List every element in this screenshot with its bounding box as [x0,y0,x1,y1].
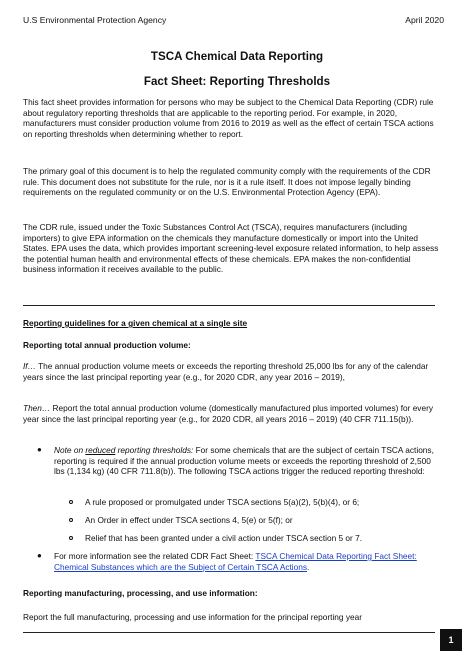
intro-paragraph: This fact sheet provides information for persons who may be subject to the Chemical Data Reporting (CDR) rule about regulatory reporting thresholds that are applicable to the reporting period. For example, in 2020, manufacturers must consider production volume from 2016 to 2019 as well as the effect of certain TSCA actions on reporting thresholds when determining whether to report. [23,97,434,139]
if-label: If… [23,361,36,371]
reduced-threshold-note [54,445,442,477]
sub-bullet-item: Relief that has been granted under a civil action under TSCA section 5 or 7. [85,533,363,543]
then-paragraph [23,403,443,424]
date-header: April 2020 [405,15,444,25]
note-lead: Note on reduced reporting thresholds: [54,445,194,455]
section-divider [23,305,435,306]
agency-header: U.S Environmental Protection Agency [23,15,167,25]
section-heading: Reporting guidelines for a given chemical at a single site [23,318,248,328]
circle-bullet-icon [69,518,73,522]
page-number: 1 [440,629,462,651]
note-text: For some chemicals that are the subject of certain TSCA actions, reporting is required if the annual production volume meets or exceeds the reporting threshold of 2,500 lbs (1,134 kg) (40 CFR 711.8(b)). The following TSCA actions trigger the reduced reporting threshold: [54,445,434,477]
bullet-dot-icon: ● [37,445,42,454]
footer-divider [23,632,435,633]
document-subtitle: Fact Sheet: Reporting Thresholds [143,75,331,88]
tsca-actions-fact-sheet-link[interactable]: TSCA Chemical Data Reporting Fact Sheet: Chemical Substances which are the Subject of Certain TSCA Actions [54,551,417,572]
volume-subheading: Reporting total annual production volume: [23,340,191,350]
sub-bullet-item: A rule proposed or promulgated under TSCA sections 5(a)(2), 5(b)(4), or 6; [85,497,360,507]
mfg-paragraph: Report the full manufacturing, processing and use information for the principal reporting year [23,612,362,622]
if-text: The annual production volume meets or exceeds the reporting threshold 25,000 lbs for any of the calendar years since the last principal reporting year (e.g., for 2020 CDR, any year 2016 – 2019), [23,361,429,382]
document-title: TSCA Chemical Data Reporting [150,50,324,63]
more-info-text: For more information see the related CDR Fact Sheet: [54,551,256,561]
goal-paragraph: The primary goal of this document is to help the regulated community comply with the requirements of the CDR rule. This document does not substitute for the rule, nor is it a rule itself. It does not impose legally binding requirements on the regulated community or on the U.S. Environmental Protection Agency (EPA). [23,166,431,198]
if-paragraph [23,361,443,382]
circle-bullet-icon [69,536,73,540]
mfg-subheading: Reporting manufacturing, processing, and use information: [23,588,258,598]
bullet-dot-icon: ● [37,551,42,560]
then-label: Then… [23,403,51,413]
sub-bullet-item: An Order in effect under TSCA sections 4, 5(e) or 5(f); or [85,515,293,525]
cdr-rule-paragraph: The CDR rule, issued under the Toxic Substances Control Act (TSCA), requires manufacturers (including importers) to give EPA information on the chemicals they manufacture domestically or import into the United States. EPA uses the data, which provides important screening-level exposure related information, to help assess the potential human health and environmental effects of these chemicals. EPA makes the non-confidential business information it receives available to the public. [23,222,439,275]
then-text: Report the total annual production volume (domestically manufactured plus imported volumes) for every year since the last principal reporting year (e.g., for 2020 CDR, all years 2016 – 2019) (40 CFR 711.15(b)). [23,403,433,424]
circle-bullet-icon [69,500,73,504]
more-info-note: For more information see the related CDR Fact Sheet: TSCA Chemical Data Reporting Fact Sheet: Chemical Substances which are the Subject of Certain TSCA Actions. [54,551,417,572]
